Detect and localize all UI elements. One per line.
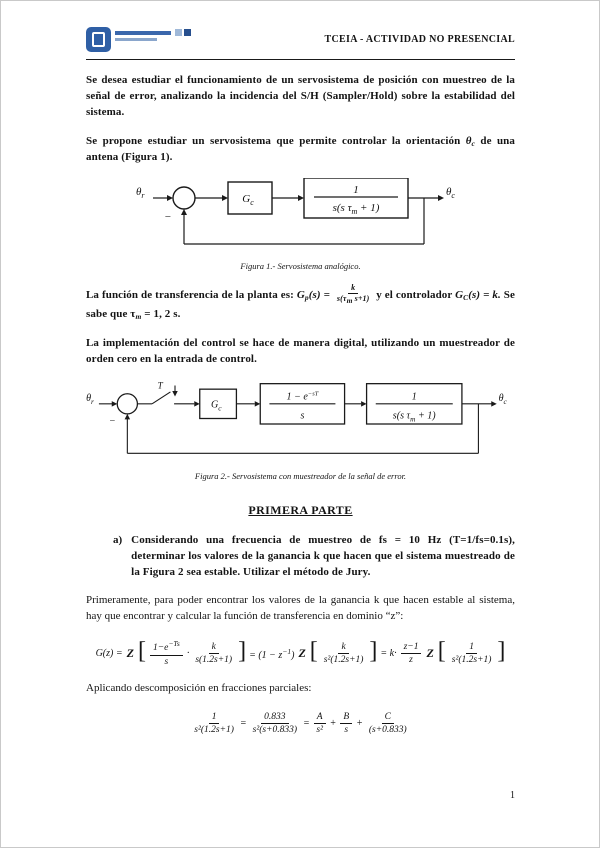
- equation-partial-fractions: [86, 711, 515, 737]
- tau-m-sub: m: [135, 311, 142, 321]
- figure2-output-label: $\theta_c$: [498, 392, 507, 406]
- sampler-period-label: T: [157, 379, 163, 390]
- fraction-plant: $\frac{k}{s(1.2s+1)}$: [195, 641, 233, 666]
- fraction-combined: $\frac{k}{\text{s²(1.2s+1)}}$: [323, 641, 364, 666]
- eq-tail: = k·: [380, 648, 397, 660]
- eq-middle: = $(1 - z^{-1})$: [249, 646, 295, 661]
- arrowhead: [172, 391, 178, 397]
- text-run: de una antena (Figura 1).: [86, 134, 515, 163]
- paragraph-plant-transfer: [86, 284, 515, 323]
- text-run: = 1, 2 s.: [141, 307, 181, 320]
- text-run: y el controlador: [373, 288, 456, 301]
- plant-numerator: 1: [352, 183, 359, 196]
- figure1-diagram: [136, 178, 466, 258]
- left-bracket: [: [309, 637, 318, 664]
- fraction-normalized: $\frac{0.833}{\text{s²(s+0.833)}}$: [252, 711, 298, 736]
- logo-square: [184, 29, 191, 36]
- summing-junction: [117, 393, 137, 413]
- fraction-A: $\frac{A}{\text{s²}}$: [314, 711, 326, 737]
- figure1-output-label: $\theta_c$: [445, 185, 455, 200]
- arrowhead: [167, 195, 173, 201]
- text-run: La función de transferencia de la planta es:: [86, 288, 297, 301]
- left-bracket: [: [437, 637, 446, 664]
- arrowhead: [112, 401, 118, 407]
- paragraph-intro-1: Se desea estudiar el funcionamiento de un servosistema de posición con muestreo de la señal de error, analizando la incidencia del S/H (Sampler/Hold) sobre la estabilidad del sistema.: [86, 74, 515, 118]
- item-a-label: a): [113, 533, 123, 546]
- figure2-diagram: [86, 380, 517, 468]
- logo-text-line: [115, 38, 157, 41]
- right-bracket: ]: [238, 637, 247, 664]
- paragraph-method-intro: Primeramente, para poder encontrar los valores de la ganancia k que hacen estable al sistema, hay que encontrar y calcular la función de transferencia en dominio “z”:: [86, 594, 515, 623]
- plant-numerator: 1: [411, 390, 417, 402]
- gc-symbol: $G_C(s) = k$.: [455, 288, 501, 302]
- text-run: Se propone estudiar un servosistema que permite controlar la orientación: [86, 134, 466, 147]
- figure2-input-label: $\theta_r$: [86, 392, 94, 406]
- zoh-denominator: s: [300, 410, 305, 422]
- arrowhead: [222, 195, 228, 201]
- logo-squares-icon: [175, 27, 191, 36]
- plus-sign: +: [356, 718, 363, 730]
- z-transform-symbol: Z: [126, 646, 134, 661]
- equals-sign: =: [303, 718, 310, 730]
- z-transform-symbol: Z: [298, 646, 306, 661]
- logo-emblem-icon: [92, 32, 105, 47]
- arrowhead: [125, 414, 131, 420]
- plus-sign: +: [329, 718, 337, 730]
- inline-fraction: $\frac{k}{s(\tau_m s+1)}$: [336, 282, 370, 306]
- fraction-final: $\frac{1}{\text{s²(1.2s+1)}}$: [451, 641, 492, 666]
- page-header: [86, 25, 515, 53]
- arrowhead: [255, 401, 261, 407]
- theta-c-symbol: $\theta_c$: [465, 134, 475, 148]
- fraction-original: $\frac{1}{\text{s²(1.2s+1)}}$: [194, 711, 234, 736]
- controller-label: $G_c$: [241, 192, 254, 207]
- text-run: Se sabe que τ: [86, 288, 515, 320]
- controller-label: $G_c$: [210, 399, 222, 412]
- arrowhead: [194, 401, 200, 407]
- logo-text-line: [115, 31, 171, 35]
- arrowhead: [438, 195, 444, 201]
- item-a-text: Considerando una frecuencia de muestreo de fs = 10 Hz (T=1/fs=0.1s), determinar los valores de la ganancia k que hacen que el sistema muestreado de la Figura 2 sea estable. Utilizar el método de Jury.: [131, 533, 515, 578]
- arrowhead: [491, 401, 497, 407]
- figure2-caption: Figura 2.- Servosistema con muestreador de la señal de error.: [194, 470, 407, 481]
- figure1-input-label: $\theta_r$: [135, 185, 145, 200]
- university-logo: [86, 27, 191, 52]
- feedback-minus-sign: −: [109, 415, 116, 427]
- page-number: 1: [510, 790, 515, 801]
- dot-operator: ·: [186, 648, 190, 660]
- paragraph-partial-fractions: Aplicando descomposición en fracciones parciales:: [86, 682, 312, 695]
- header-divider: [86, 59, 515, 60]
- equation-gz: [86, 639, 515, 668]
- plant-denominator: s(s $\tau_m + 1$): [392, 410, 436, 423]
- right-bracket: ]: [497, 637, 506, 664]
- z-transform-symbol: Z: [426, 646, 434, 661]
- gp-symbol: $G_p(s)$ =: [296, 288, 333, 302]
- logo-text-lines: [115, 27, 171, 41]
- eq-lhs: G(z) =: [95, 648, 123, 660]
- equals-sign: =: [239, 718, 247, 730]
- logo-square: [175, 29, 182, 36]
- summing-junction: [173, 187, 195, 209]
- arrowhead: [181, 209, 187, 215]
- section-heading: PRIMERA PARTE: [248, 502, 353, 517]
- plant-denominator: s(s $\tau_m + 1$): [332, 201, 379, 216]
- arrowhead: [298, 195, 304, 201]
- paragraph-intro-2: [86, 134, 515, 166]
- fraction-C: $\frac{C}{(s+0.833)}$: [368, 711, 407, 736]
- feedback-minus-sign: −: [163, 210, 171, 223]
- figure1-caption: Figura 1.- Servosistema analógico.: [240, 260, 361, 271]
- fraction-B: $\frac{B}{s}$: [340, 711, 352, 737]
- fraction-zoh: $\frac{1-e^{-Ts}}{s}$: [150, 639, 183, 668]
- header-title: TCEIA - ACTIVIDAD NO PRESENCIAL: [324, 33, 515, 45]
- arrowhead: [361, 401, 367, 407]
- fraction-z: $\frac{z-1}{z}$: [401, 641, 422, 667]
- left-bracket: [: [137, 637, 146, 664]
- sampler-switch: [152, 392, 170, 404]
- paragraph-implementation: La implementación del control se hace de manera digital, utilizando un muestreador de orden cero en la entrada de control.: [86, 336, 515, 365]
- logo-mark-icon: [86, 27, 111, 52]
- item-a: [113, 533, 515, 581]
- zoh-numerator: $1 - e^{-sT}$: [286, 390, 319, 402]
- right-bracket: ]: [369, 637, 378, 664]
